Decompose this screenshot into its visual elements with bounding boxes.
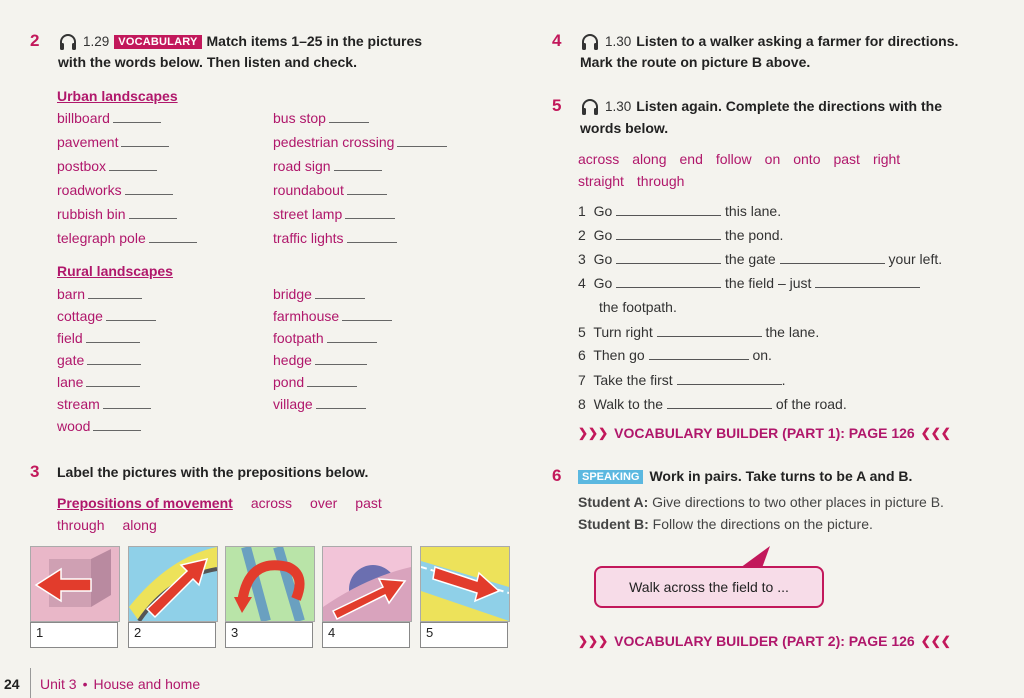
list-item: rubbish bin [57, 206, 197, 230]
ex4-line1: Listen to a walker asking a farmer for directions. [636, 33, 959, 49]
list-item: pavement [57, 134, 197, 158]
answer-box-1[interactable]: 1 [30, 622, 118, 648]
word-chip: along [632, 151, 667, 167]
ex6-header [578, 466, 912, 487]
preposition-picture-4 [322, 546, 412, 622]
vocabulary-label: VOCABULARY [114, 35, 201, 49]
list-item: telegraph pole [57, 230, 197, 254]
list-item: traffic lights [273, 230, 447, 254]
list-item: barn [57, 286, 156, 308]
ex5-item-8: 8 Walk to the of the road. [578, 396, 847, 412]
ex4-line2: Mark the route on picture B above. [580, 54, 811, 70]
headphones-icon[interactable] [580, 33, 600, 51]
ex4-number: 4 [552, 31, 562, 50]
answer-box-4[interactable]: 4 [322, 622, 410, 648]
list-item: lane [57, 374, 156, 396]
ex5-audio-track: 1.30 [605, 99, 632, 114]
ex5-number: 5 [552, 96, 562, 115]
urban-title: Urban landscapes [57, 88, 178, 104]
list-item: stream [57, 396, 156, 418]
ex5-item-5: 5 Turn right the lane. [578, 324, 820, 340]
word-chip: through [636, 173, 685, 189]
list-item: street lamp [273, 206, 447, 230]
vocabulary-builder-link-1[interactable] [578, 425, 951, 441]
ex5-line1: Listen again. Complete the directions with the [636, 98, 942, 114]
ex5-item-7: 7 Take the first . [578, 372, 786, 388]
preposition-picture-1 [30, 546, 120, 622]
speaking-label: SPEAKING [578, 470, 643, 484]
list-item: billboard [57, 110, 197, 134]
ex5-words-line1 [578, 151, 900, 167]
page-number: 24 [4, 676, 20, 692]
ex4-header [580, 31, 958, 52]
headphones-icon[interactable] [580, 98, 600, 116]
list-item: wood [57, 418, 156, 440]
list-item: hedge [273, 352, 392, 374]
list-item: field [57, 330, 156, 352]
list-item: pedestrian crossing [273, 134, 447, 158]
vocabulary-builder-link-2[interactable] [578, 633, 951, 649]
ex5-item-4: 4 Go the field – just [578, 275, 920, 291]
ex2-instruction-line2: with the words below. Then listen and check. [58, 54, 357, 70]
word-chip: on [764, 151, 781, 167]
speech-bubble: Walk across the field to ... [594, 566, 824, 608]
list-item: road sign [273, 158, 447, 182]
list-item: pond [273, 374, 392, 396]
ex5-item-4-cont: the footpath. [599, 299, 677, 315]
ex3-number: 3 [30, 462, 40, 481]
prepositions-line2 [57, 517, 157, 533]
ex5-item-1: 1 Go this lane. [578, 203, 782, 219]
ex4-audio-track: 1.30 [605, 34, 632, 49]
ex6-number: 6 [552, 466, 562, 485]
word-chip: through [57, 517, 105, 533]
answer-box-5[interactable]: 5 [420, 622, 508, 648]
back-arrows-icon: ❮❮❮ [920, 426, 951, 440]
preposition-picture-3 [225, 546, 315, 622]
list-item: farmhouse [273, 308, 392, 330]
ex2-audio-track: 1.29 [83, 34, 110, 49]
list-item: village [273, 396, 392, 418]
word-chip: across [250, 495, 293, 511]
forward-arrows-icon: ❯❯❯ [578, 634, 609, 648]
answer-box-3[interactable]: 3 [225, 622, 313, 648]
footer-unit: Unit 3 • House and home [40, 676, 201, 692]
builder-1-label: VOCABULARY BUILDER (PART 1): PAGE 126 [614, 425, 915, 441]
preposition-picture-5 [420, 546, 510, 622]
ex2-instruction-line1: Match items 1–25 in the pictures [206, 33, 423, 49]
ex2-header [58, 31, 422, 52]
student-a-line: Student A: Give directions to two other places in picture B. [578, 494, 944, 510]
ex5-header [580, 96, 942, 117]
ex5-words-line2 [578, 173, 684, 189]
urban-right-list [273, 110, 447, 254]
ex5-item-6: 6 Then go on. [578, 347, 772, 363]
word-chip: along [122, 517, 157, 533]
builder-2-label: VOCABULARY BUILDER (PART 2): PAGE 126 [614, 633, 915, 649]
rural-right-list [273, 286, 392, 418]
answer-box-2[interactable]: 2 [128, 622, 216, 648]
list-item: gate [57, 352, 156, 374]
word-chip: straight [578, 173, 624, 189]
ex5-item-3: 3 Go the gate your left. [578, 251, 943, 267]
word-chip: end [679, 151, 703, 167]
forward-arrows-icon: ❯❯❯ [578, 426, 609, 440]
list-item: roundabout [273, 182, 447, 206]
list-item: footpath [273, 330, 392, 352]
list-item: cottage [57, 308, 156, 330]
rural-left-list [57, 286, 156, 440]
word-chip: past [833, 151, 860, 167]
ex2-number: 2 [30, 31, 40, 50]
back-arrows-icon: ❮❮❮ [920, 634, 951, 648]
word-chip: over [310, 495, 338, 511]
list-item: postbox [57, 158, 197, 182]
list-item: bridge [273, 286, 392, 308]
word-chip: across [578, 151, 620, 167]
ex5-item-2: 2 Go the pond. [578, 227, 784, 243]
word-chip: onto [793, 151, 821, 167]
preposition-picture-2 [128, 546, 218, 622]
word-chip: past [355, 495, 382, 511]
prepositions-title: Prepositions of movement [57, 495, 233, 511]
ex3-instruction: Label the pictures with the prepositions below. [57, 464, 369, 480]
word-chip: right [872, 151, 901, 167]
urban-left-list [57, 110, 197, 254]
ex5-line2: words below. [580, 120, 669, 136]
rural-title: Rural landscapes [57, 263, 173, 279]
word-chip: follow [715, 151, 752, 167]
headphones-icon[interactable] [58, 33, 78, 51]
list-item: bus stop [273, 110, 447, 134]
footer-divider [30, 668, 31, 698]
student-b-line: Student B: Follow the directions on the picture. [578, 516, 873, 532]
list-item: roadworks [57, 182, 197, 206]
prepositions-line1 [57, 495, 382, 511]
ex6-instruction: Work in pairs. Take turns to be A and B. [649, 468, 913, 484]
